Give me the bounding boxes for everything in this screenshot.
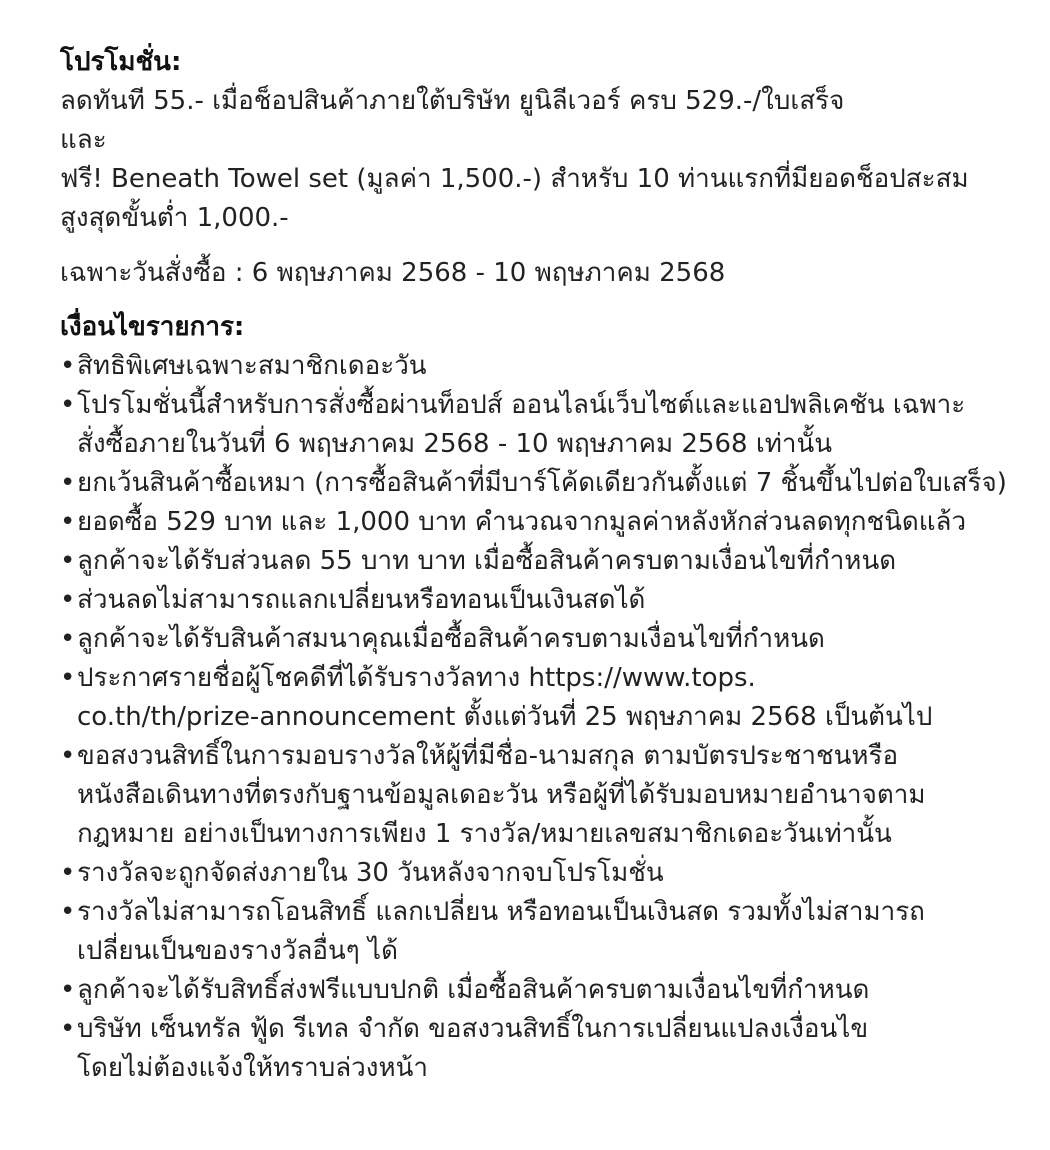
condition-item (60, 971, 1010, 1010)
condition-item (60, 737, 1010, 854)
promotion-period: เฉพาะวันสั่งซื้อ : 6 พฤษภาคม 2568 - 10 พฤษภาคม 2568 (60, 258, 726, 288)
condition-item (60, 854, 1010, 893)
condition-text-line: ยกเว้นสินค้าซื้อเหมา (การซื้อสินค้าที่มีบาร์โค้ดเดียวกันตั้งแต่ 7 ชิ้นขึ้นไปต่อใบเสร็จ) (77, 468, 1007, 498)
condition-text-line: โดยไม่ต้องแจ้งให้ทราบล่วงหน้า (77, 1053, 428, 1083)
bullet-dot: • (60, 1014, 76, 1044)
condition-text-line: โปรโมชั่นนี้สำหรับการสั่งซื้อผ่านท็อปส์ ออนไลน์เว็บไซต์และแอปพลิเคชัน เฉพาะ (77, 390, 966, 420)
bullet-dot: • (60, 624, 76, 654)
condition-text-line: ลูกค้าจะได้รับสิทธิ์ส่งฟรีแบบปกติ เมื่อซื้อสินค้าครบตามเงื่อนไขที่กำหนด (77, 975, 870, 1005)
condition-item (60, 542, 1010, 581)
condition-item (60, 347, 1010, 386)
condition-item (60, 659, 1010, 737)
condition-text-line: co.th/th/prize-announcement ตั้งแต่วันที่ 25 พฤษภาคม 2568 เป็นต้นไป (77, 702, 933, 732)
bullet-dot: • (60, 663, 76, 693)
condition-item (60, 1010, 1010, 1088)
condition-item (60, 581, 1010, 620)
conditions-heading: เงื่อนไขรายการ: (60, 312, 245, 342)
condition-item (60, 620, 1010, 659)
bullet-dot: • (60, 546, 76, 576)
bullet-dot: • (60, 351, 76, 381)
promotion-line: และ (60, 125, 107, 155)
condition-item (60, 893, 1010, 971)
bullet-dot: • (60, 897, 76, 927)
condition-item (60, 386, 1010, 464)
promotion-section (60, 42, 1010, 293)
promotion-line: ฟรี! Beneath Towel set (มูลค่า 1,500.-) สำหรับ 10 ท่านแรกที่มียอดช็อปสะสม (60, 164, 969, 194)
condition-item (60, 503, 1010, 542)
condition-text-line: ลูกค้าจะได้รับส่วนลด 55 บาท บาท เมื่อซื้อสินค้าครบตามเงื่อนไขที่กำหนด (77, 546, 897, 576)
promotion-heading: โปรโมชั่น: (60, 47, 182, 77)
promotion-line: สูงสุดขั้นต่ำ 1,000.- (60, 203, 289, 233)
promotion-line: ลดทันที 55.- เมื่อช็อปสินค้าภายใต้บริษัท ยูนิลีเวอร์ ครบ 529.-/ใบเสร็จ (60, 86, 845, 116)
condition-text-line: ประกาศรายชื่อผู้โชคดีที่ได้รับรางวัลทาง https://www.tops. (77, 663, 756, 693)
conditions-section (60, 307, 1010, 1088)
condition-text-line: หนังสือเดินทางที่ตรงกับฐานข้อมูลเดอะวัน หรือผู้ที่ได้รับมอบหมายอำนาจตาม (77, 780, 926, 810)
condition-text-line: ลูกค้าจะได้รับสินค้าสมนาคุณเมื่อซื้อสินค้าครบตามเงื่อนไขที่กำหนด (77, 624, 825, 654)
condition-text-line: ขอสงวนสิทธิ์ในการมอบรางวัลให้ผู้ที่มีชื่อ-นามสกุล ตามบัตรประชาชนหรือ (77, 741, 899, 771)
bullet-dot: • (60, 507, 76, 537)
condition-text-line: สิทธิพิเศษเฉพาะสมาชิกเดอะวัน (77, 351, 427, 381)
condition-text-line: บริษัท เซ็นทรัล ฟู้ด รีเทล จำกัด ขอสงวนสิทธิ์ในการเปลี่ยนแปลงเงื่อนไข (77, 1014, 869, 1044)
condition-text-line: กฎหมาย อย่างเป็นทางการเพียง 1 รางวัล/หมายเลขสมาชิกเดอะวันเท่านั้น (77, 819, 892, 849)
condition-text-line: รางวัลจะถูกจัดส่งภายใน 30 วันหลังจากจบโปรโมชั่น (77, 858, 664, 888)
condition-text-line: รางวัลไม่สามารถโอนสิทธิ์ แลกเปลี่ยน หรือทอนเป็นเงินสด รวมทั้งไม่สามารถ (77, 897, 925, 927)
condition-text-line: เปลี่ยนเป็นของรางวัลอื่นๆ ได้ (77, 936, 398, 966)
bullet-dot: • (60, 975, 76, 1005)
condition-item (60, 464, 1010, 503)
bullet-dot: • (60, 390, 76, 420)
condition-text-line: ส่วนลดไม่สามารถแลกเปลี่ยนหรือทอนเป็นเงินสดได้ (77, 585, 646, 615)
bullet-dot: • (60, 585, 76, 615)
bullet-dot: • (60, 468, 76, 498)
bullet-dot: • (60, 858, 76, 888)
conditions-list (60, 347, 1010, 1088)
bullet-dot: • (60, 741, 76, 771)
condition-text-line: ยอดซื้อ 529 บาท และ 1,000 บาท คำนวณจากมูลค่าหลังหักส่วนลดทุกชนิดแล้ว (77, 507, 967, 537)
condition-text-line: สั่งซื้อภายในวันที่ 6 พฤษภาคม 2568 - 10 พฤษภาคม 2568 เท่านั้น (77, 429, 832, 459)
